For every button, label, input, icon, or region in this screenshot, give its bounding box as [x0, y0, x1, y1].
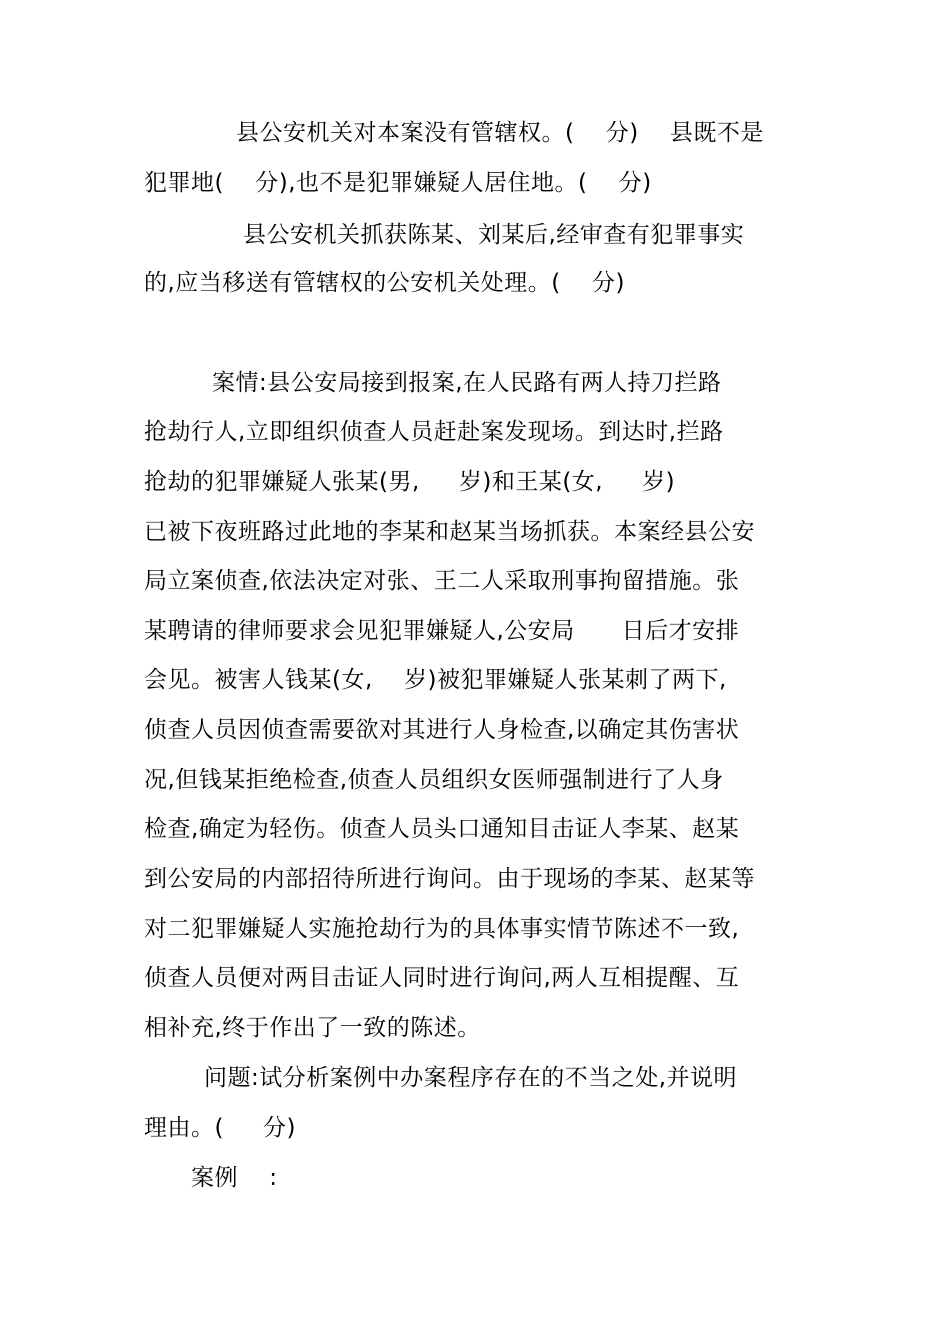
- text-line: 会见。被害人钱某(女, 岁)被犯罪嫌疑人张某刺了两下,: [144, 667, 727, 693]
- text-line: 局立案侦查,依法决定对张、王二人采取刑事拘留措施。张: [144, 568, 740, 594]
- text-line: 况,但钱某拒绝检查,侦查人员组织女医师强制进行了人身: [144, 767, 724, 793]
- text-line: 县公安机关抓获陈某、刘某后,经审查有犯罪事实: [243, 222, 745, 248]
- text-line: 检查,确定为轻伤。侦查人员头口通知目击证人李某、赵某: [144, 816, 740, 842]
- text-line: 理由。( 分): [144, 1115, 297, 1141]
- text-line: 县公安机关对本案没有管辖权。( 分) 县既不是: [236, 120, 764, 146]
- text-line: 案情:县公安局接到报案,在人民路有两人持刀拦路: [212, 370, 722, 396]
- text-line: 抢劫行人,立即组织侦查人员赶赴案发现场。到达时,拦路: [144, 419, 724, 445]
- text-line: 犯罪地( 分),也不是犯罪嫌疑人居住地。( 分): [144, 170, 652, 196]
- text-line: 到公安局的内部招待所进行询问。由于现场的李某、赵某等: [144, 866, 755, 892]
- text-line: 侦查人员便对两目击证人同时进行询问,两人互相提醒、互: [144, 965, 740, 991]
- text-line: 抢劫的犯罪嫌疑人张某(男, 岁)和王某(女, 岁): [144, 469, 676, 495]
- text-line: 侦查人员因侦查需要欲对其进行人身检查,以确定其伤害状: [144, 717, 740, 743]
- text-line: 某聘请的律师要求会见犯罪嫌疑人,公安局 日后才安排: [144, 618, 740, 644]
- text-line: 案例 :: [191, 1165, 278, 1191]
- text-line: 相补充,终于作出了一致的陈述。: [144, 1015, 481, 1041]
- text-line: 的,应当移送有管辖权的公安机关处理。( 分): [144, 270, 626, 296]
- text-line: 对二犯罪嫌疑人实施抢劫行为的具体事实情节陈述不一致,: [144, 916, 740, 942]
- text-line: 已被下夜班路过此地的李某和赵某当场抓获。本案经县公安: [144, 519, 755, 545]
- text-line: 问题:试分析案例中办案程序存在的不当之处,并说明: [204, 1065, 738, 1091]
